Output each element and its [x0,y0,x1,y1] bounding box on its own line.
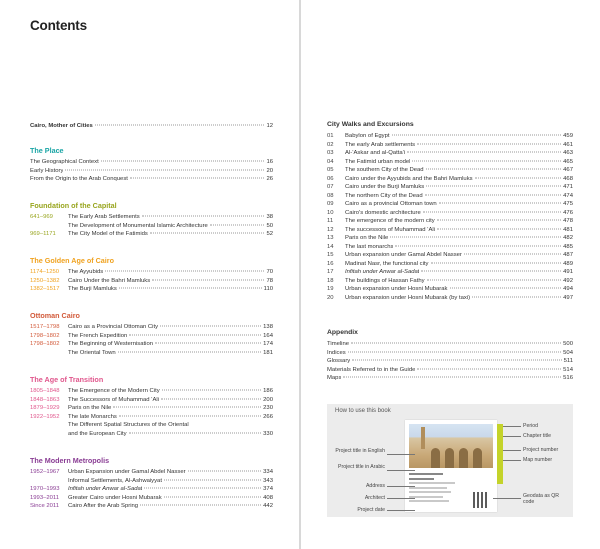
toc-row[interactable] [327,183,573,192]
toc-row[interactable] [327,132,573,141]
toc-page-number: 334 [263,469,273,475]
toc-row[interactable] [30,268,273,277]
leader-dots [426,169,562,170]
toc-year: 1879–1929 [30,405,60,411]
toc-year: 1517–1798 [30,324,60,330]
walk-number: 10 [327,209,334,216]
leader-dots [431,262,562,263]
toc-page-number: 78 [266,277,273,284]
toc-entry-text: The southern City of the Dead [345,167,424,173]
leader-dots [392,135,562,136]
callout-line [503,460,521,461]
leader-dots [142,216,265,217]
toc-page-number: 12 [266,123,273,129]
callout-line [387,470,415,471]
toc-row[interactable] [327,366,573,375]
toc-entry-text: The Early Arab Settlements [68,214,140,220]
leader-dots [155,343,261,344]
toc-entry-text: Cairo Under the Bahri Mamluks [68,277,151,284]
section-heading: The Golden Age of Cairo [30,256,114,265]
walk-number: 16 [327,260,334,267]
toc-year: 1952–1967 [30,469,60,475]
callout-line [503,426,521,427]
leader-dots [437,228,561,229]
walk-number: 13 [327,235,334,241]
toc-page-number: 20 [266,167,273,174]
leader-dots [95,125,265,126]
leader-dots [150,233,265,234]
period-color-tab [497,424,503,484]
toc-year: 1798–1802 [30,332,60,339]
toc-page-number: 164 [263,332,273,339]
toc-row[interactable] [327,251,573,260]
toc-page-number: 475 [563,201,573,207]
toc-page-number: 465 [563,158,573,165]
leader-dots [352,360,561,361]
toc-row[interactable] [30,387,273,396]
walk-number: 05 [327,167,334,173]
toc-entry-text: Cairo, Mother of Cities [30,123,93,129]
toc-row[interactable] [30,421,273,430]
toc-row[interactable] [30,175,273,184]
leader-dots [160,326,261,327]
toc-row[interactable] [327,349,573,358]
toc-page-number: 138 [263,324,273,330]
toc-row[interactable] [30,213,273,222]
toc-page-number: 494 [563,286,573,292]
toc-row[interactable] [327,285,573,294]
walk-number: 02 [327,141,334,148]
toc-row[interactable] [30,413,273,422]
leader-dots [417,143,561,144]
leader-dots [161,398,261,399]
leader-dots [65,169,264,170]
walk-number: 14 [327,243,334,250]
toc-entry-text: Cairo After the Arab Spring [68,503,139,509]
callout-line [503,436,521,437]
text-line [409,500,449,502]
toc-page-number: 343 [263,477,273,484]
walk-number: 20 [327,294,334,301]
section-heading: Ottoman Cairo [30,311,80,320]
toc-entry-text: The Different Spatial Structures of the Oriental [68,422,189,428]
toc-entry-text: The City Model of the Fatimids [68,231,148,237]
toc-page-number: 468 [563,175,573,182]
walk-number: 12 [327,226,334,233]
callout-line [493,498,521,499]
how-to-use-panel [327,404,573,517]
leader-dots [130,178,265,179]
toc-page-number: 70 [266,269,273,275]
toc-entry-text: The northern City of the Dead [345,192,423,199]
leader-dots [144,488,261,489]
walk-number: 09 [327,201,334,207]
toc-entry-text: Urban expansion under Hosni Mubarak [345,286,448,292]
section-heading: Foundation of the Capital [30,201,117,210]
toc-entry-text: and the European City [68,430,127,437]
toc-year: 1922–1952 [30,413,60,420]
toc-year: 1805–1848 [30,388,60,394]
toc-page-number: 497 [563,294,573,301]
text-line [409,478,434,480]
toc-page-number: 459 [563,133,573,139]
toc-row[interactable] [327,268,573,277]
toc-row[interactable] [30,277,273,286]
toc-page-number: 16 [266,159,273,165]
walk-number: 06 [327,175,334,182]
walk-number: 18 [327,277,334,284]
toc-row[interactable] [30,404,273,413]
leader-dots [423,211,561,212]
toc-row[interactable] [30,430,273,439]
sample-page-thumbnail [405,420,497,512]
toc-page-number: 26 [266,176,273,182]
toc-entry-text: The last monarchs [345,243,394,250]
toc-entry-text: The buildings of Hassan Fathy [345,277,425,284]
toc-page-number: 481 [563,226,573,233]
toc-page-number: 478 [563,218,573,224]
callout-project-date: Project date [357,507,385,513]
toc-entry-text: Glossary [327,358,351,364]
toc-section-foundation [30,201,273,239]
toc-entry-text: Al-‘Askar and al-Qatta‘i [345,150,406,156]
toc-entry-text: Maps [327,375,342,381]
leader-dots [210,224,265,225]
toc-row[interactable] [30,502,273,511]
walk-number: 11 [327,218,334,224]
walk-number: 15 [327,252,334,258]
arch-shape [445,448,454,468]
toc-entry-text: Cairo under the Burji Mamluks [345,184,425,190]
leader-dots [129,432,262,433]
toc-year: 1993–2011 [30,494,60,501]
toc-entry-text: The Ayyubids [68,269,104,275]
toc-entry-text: Timeline [327,341,350,347]
toc-entry-text: The Geographical Context [30,159,99,165]
page-title: Contents [30,18,87,33]
toc-year: 1798–1802 [30,341,60,347]
toc-page-number: 471 [563,184,573,190]
toc-page-number: 330 [263,430,273,437]
callout-project-number: Project number [523,447,559,453]
toc-page-number: 463 [563,150,573,156]
toc-entry-text: Paris on the Nile [345,235,389,241]
toc-page-number: 186 [263,388,273,394]
section-heading: Appendix [327,329,358,336]
toc-row[interactable] [327,217,573,226]
toc-row[interactable] [30,349,273,358]
toc-entry-text: Madinat Nasr, the functional city [345,260,429,267]
left-page [0,0,299,549]
arch-shape [459,448,468,468]
leader-dots [439,203,561,204]
toc-entry-text: Urban expansion under Hosni Mubarak (by taxi) [345,294,471,301]
leader-dots [188,471,262,472]
toc-entry-text: Urban expansion under Gamal Abdel Nasser [345,252,462,258]
callout-line [387,486,415,487]
toc-page-number: 181 [263,349,273,356]
leader-dots [162,390,261,391]
leader-dots [101,161,265,162]
toc-entry-text: Informal Settlements, Al-Ashwaiyyat [68,477,162,484]
walk-number: 08 [327,192,334,199]
toc-row[interactable] [30,158,273,167]
leader-dots [348,351,561,352]
toc-entry-text: Cairo as a provincial Ottoman town [345,201,437,207]
toc-row[interactable] [327,141,573,150]
text-line [409,473,443,475]
toc-page-number: 374 [263,486,273,492]
leader-dots [118,351,261,352]
section-heading: The Age of Transition [30,375,104,384]
toc-page-number: 408 [263,494,273,501]
toc-entry-text: The Fatimid urban model [345,158,411,165]
toc-row[interactable] [30,167,273,176]
arch-shape [431,448,440,468]
toc-entry-text: The Emergence of the Modern City [68,388,160,394]
toc-page-number: 474 [563,192,573,199]
toc-row[interactable] [327,243,573,252]
toc-entry-text: Infitah under Anwar al-Sadat [345,269,420,275]
toc-year: 641–969 [30,214,53,220]
callout-line [387,454,415,455]
section-heading: City Walks and Excursions [327,121,414,128]
callout-period: Period [523,423,538,429]
leader-dots [412,160,561,161]
toc-page-number: 511 [563,358,573,364]
toc-row[interactable] [327,192,573,201]
leader-dots [427,279,562,280]
toc-entry-text: Greater Cairo under Hosni Mubarak [68,494,162,501]
walk-number: 19 [327,286,334,292]
leader-dots [395,245,561,246]
toc-row[interactable] [30,323,273,332]
toc-row[interactable] [327,175,573,184]
toc-page-number: 482 [563,235,573,241]
toc-section-transition [30,375,273,438]
walk-number: 17 [327,269,334,275]
toc-page-number: 491 [563,269,573,275]
toc-entry-text: Urban Expansion under Gamal Abdel Nasser [68,469,186,475]
toc-page-number: 504 [563,349,573,356]
toc-row[interactable] [327,294,573,303]
toc-page-number: 489 [563,260,573,267]
leader-dots [425,194,562,195]
toc-page-number: 38 [266,214,273,220]
walk-number: 03 [327,150,334,156]
toc-page-number: 174 [263,341,273,347]
leader-dots [421,271,561,272]
leader-dots [152,279,264,280]
leader-dots [450,288,562,289]
leader-dots [407,152,561,153]
toc-row[interactable] [30,122,273,131]
toc-page-number: 476 [563,209,573,216]
toc-page-number: 516 [563,375,573,381]
toc-year: 1970–1993 [30,486,60,492]
leader-dots [351,343,561,344]
leader-dots [129,334,261,335]
toc-entry-text: The Burji Mamluks [68,286,117,292]
toc-row[interactable] [327,260,573,269]
walk-number: 04 [327,158,334,165]
toc-entry-text: The successors of Muhammad ‘Ali [345,226,436,233]
toc-entry-text: The early Arab settlements [345,141,416,148]
toc-page-number: 230 [263,405,273,411]
text-line [409,482,455,484]
toc-page-number: 492 [563,277,573,284]
arch-shape [473,448,482,468]
toc-section-ottoman [30,311,273,357]
toc-page-number: 266 [263,413,273,420]
toc-row[interactable] [327,166,573,175]
leader-dots [113,407,261,408]
toc-row[interactable] [30,285,273,294]
toc-row[interactable] [327,158,573,167]
toc-entry-text: Cairo under the Ayyubids and the Bahri Mamluks [345,175,473,182]
leader-dots [426,186,561,187]
toc-year: 1250–1382 [30,277,60,284]
toc-row[interactable] [327,149,573,158]
toc-row[interactable] [30,494,273,503]
toc-entry-text: The Successors of Muhammad ‘Ali [68,396,160,403]
toc-entry-text: Cairo's domestic architecture [345,209,421,216]
toc-entry-text: Infitah under Anwar al-Sadat [68,486,143,492]
toc-entry-text: The Beginning of Westernisation [68,341,154,347]
callout-map-number: Map number [523,457,553,463]
toc-row[interactable] [327,200,573,209]
callout-chapter-title: Chapter title [523,433,551,439]
callout-line [503,450,521,451]
toc-row[interactable] [30,222,273,231]
toc-page-number: 485 [563,243,573,250]
toc-entry-text: The late Monarchs [68,413,117,420]
toc-entry-text: Babylon of Egypt [345,133,390,139]
toc-page-number: 514 [563,366,573,373]
toc-entry-text: The Oriental Town [68,349,116,356]
toc-page-number: 50 [266,222,273,229]
walk-number: 01 [327,133,334,139]
callout-line [387,510,415,511]
section-heading: The Place [30,146,64,155]
toc-year: 1174–1250 [30,269,60,275]
toc-page-number: 461 [563,141,573,148]
toc-row[interactable] [327,340,573,349]
toc-year: 969–1171 [30,231,56,237]
toc-page-number: 200 [263,396,273,403]
toc-entry-text: Materials Referred to in the Guide [327,366,416,373]
toc-year: Since 2011 [30,503,60,509]
toc-year: 1382–1517 [30,286,60,292]
text-line [409,491,451,493]
toc-row[interactable] [30,468,273,477]
how-to-title: How to use this book [335,408,391,414]
toc-row[interactable] [30,477,273,486]
walk-number: 07 [327,184,334,190]
leader-dots [437,220,561,221]
toc-entry-text: The Development of Monumental Islamic Architecture [68,222,208,229]
qr-code-icon [473,492,489,508]
toc-section-the-place [30,146,273,184]
leader-dots [140,505,261,506]
right-page [301,0,600,549]
callout-title-english: Project title in English [335,448,385,454]
toc-row[interactable] [30,230,273,239]
callout-line [387,498,415,499]
toc-entry-text: The emergence of the modern city [345,218,435,224]
leader-dots [417,368,561,369]
toc-entry-text: Indices [327,349,346,356]
minaret-shape [421,427,425,449]
leader-dots [475,177,562,178]
leader-dots [105,271,264,272]
callout-title-arabic: Project title in Arabic [338,464,385,470]
section-heading: The Modern Metropolis [30,456,110,465]
toc-entry-text: Paris on the Nile [68,405,112,411]
toc-section-city-walks [327,120,573,302]
toc-section-modern [30,456,273,511]
toc-entry-text: The French Expedition [68,332,128,339]
toc-page-number: 500 [563,341,573,347]
toc-page-number: 467 [563,167,573,173]
callout-architect: Architect [364,495,385,501]
leader-dots [164,496,262,497]
toc-row[interactable] [327,374,573,383]
toc-section-appendix [327,328,573,383]
toc-entry-text: From the Origin to the Arab Conquest [30,176,128,182]
toc-row[interactable] [327,209,573,218]
toc-entry-text: Cairo as a Provincial Ottoman City [68,324,159,330]
leader-dots [472,296,561,297]
sample-photo [409,424,493,468]
toc-row[interactable] [327,357,573,366]
toc-row[interactable] [30,340,273,349]
toc-intro [30,122,273,131]
toc-page-number: 442 [263,503,273,509]
toc-row[interactable] [30,485,273,494]
toc-row[interactable] [30,332,273,341]
toc-row[interactable] [30,396,273,405]
toc-entry-text: Early History [30,167,64,174]
leader-dots [464,254,561,255]
leader-dots [390,237,561,238]
leader-dots [343,377,561,378]
toc-row[interactable] [327,277,573,286]
leader-dots [164,479,261,480]
toc-page-number: 487 [563,252,573,258]
leader-dots [119,288,262,289]
toc-row[interactable] [327,234,573,243]
toc-year: 1848–1863 [30,396,60,403]
toc-page-number: 110 [263,286,273,292]
leader-dots [119,415,261,416]
toc-row[interactable] [327,226,573,235]
toc-section-golden-age [30,256,273,294]
toc-page-number: 52 [266,231,273,237]
callout-geodata: Geodata as QR code [523,493,560,506]
callout-address: Address [365,483,385,489]
